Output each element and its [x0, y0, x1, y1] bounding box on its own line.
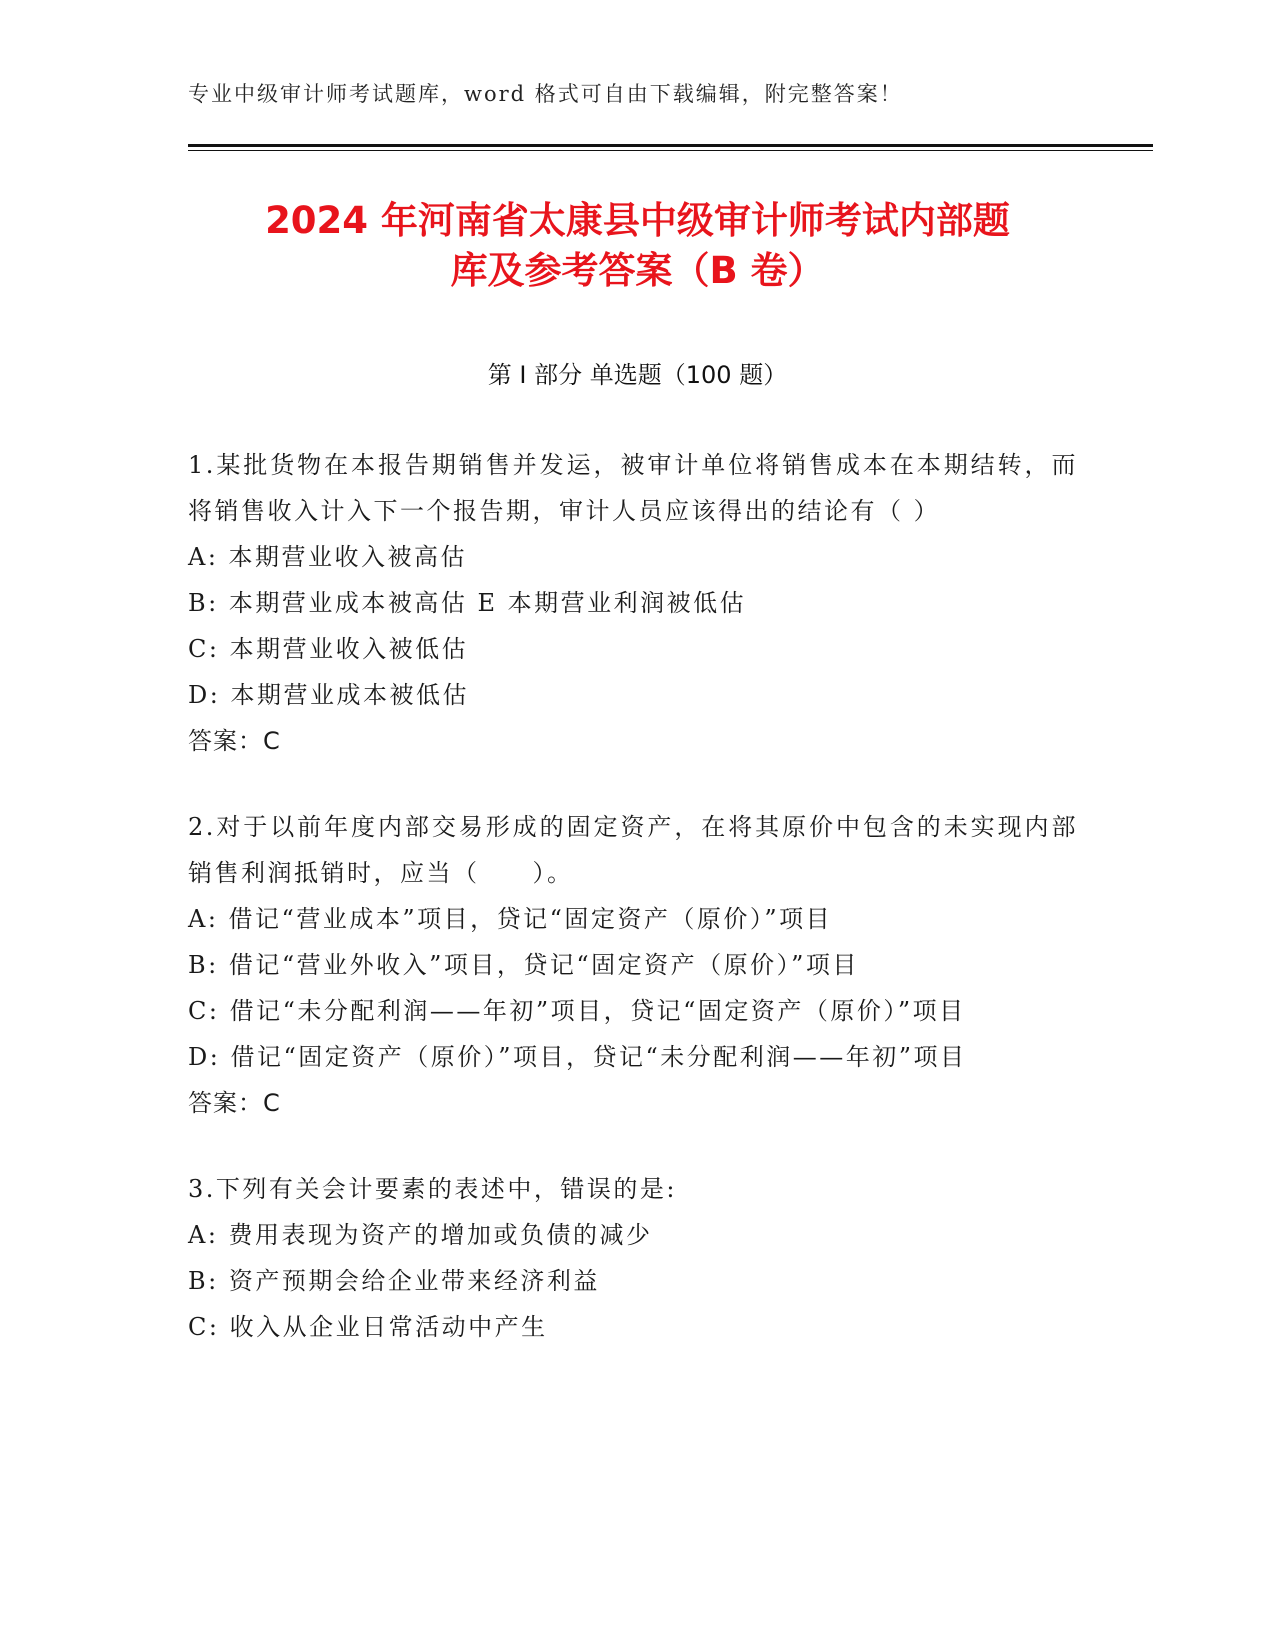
- option-b: B: 借记“营业外收入”项目，贷记“固定资产（原价）”项目: [188, 951, 859, 979]
- page-header-text: 专业中级审计师考试题库，word 格式可自由下载编辑，附完整答案！: [188, 82, 903, 106]
- option-b: B: 资产预期会给企业带来经济利益: [188, 1267, 600, 1295]
- document-title: [160, 196, 1115, 296]
- option-d: D: 本期营业成本被低估: [188, 681, 469, 709]
- header-rule-thin: [188, 150, 1153, 151]
- option-c: C: 借记“未分配利润——年初”项目，贷记“固定资产（原价）”项目: [188, 997, 966, 1025]
- option-c: C: 本期营业收入被低估: [188, 635, 469, 663]
- option-a: A: 费用表现为资产的增加或负债的减少: [188, 1221, 653, 1249]
- answer-text: 答案：C: [188, 727, 281, 755]
- option-d: D: 借记“固定资产（原价）”项目，贷记“未分配利润——年初”项目: [188, 1043, 967, 1071]
- question-1: [188, 442, 1078, 764]
- section-title: 第 I 部分 单选题（100 题）: [487, 361, 788, 389]
- title-line-1: 2024 年河南省太康县中级审计师考试内部题: [265, 199, 1010, 242]
- question-3: [188, 1166, 1078, 1350]
- option-a: A: 本期营业收入被高估: [188, 543, 468, 571]
- question-2: [188, 804, 1078, 1126]
- question-stem: 2.对于以前年度内部交易形成的固定资产，在将其原价中包含的未实现内部销售利润抵销时，应当（ ）。: [188, 813, 1078, 887]
- option-a: A: 借记“营业成本”项目，贷记“固定资产（原价）”项目: [188, 905, 833, 933]
- question-stem: 1.某批货物在本报告期销售并发运，被审计单位将销售成本在本期结转，而将销售收入计入下一个报告期，审计人员应该得出的结论有（ ）: [188, 451, 1078, 525]
- question-stem: 3.下列有关会计要素的表述中，错误的是:: [188, 1175, 677, 1203]
- answer-text: 答案：C: [188, 1089, 281, 1117]
- option-c: C: 收入从企业日常活动中产生: [188, 1313, 548, 1341]
- title-line-2: 库及参考答案（B 卷）: [450, 249, 825, 292]
- question-list: [188, 442, 1078, 1390]
- option-b: B: 本期营业成本被高估 E 本期营业利润被低估: [188, 589, 747, 617]
- header-rule-thick: [188, 144, 1153, 147]
